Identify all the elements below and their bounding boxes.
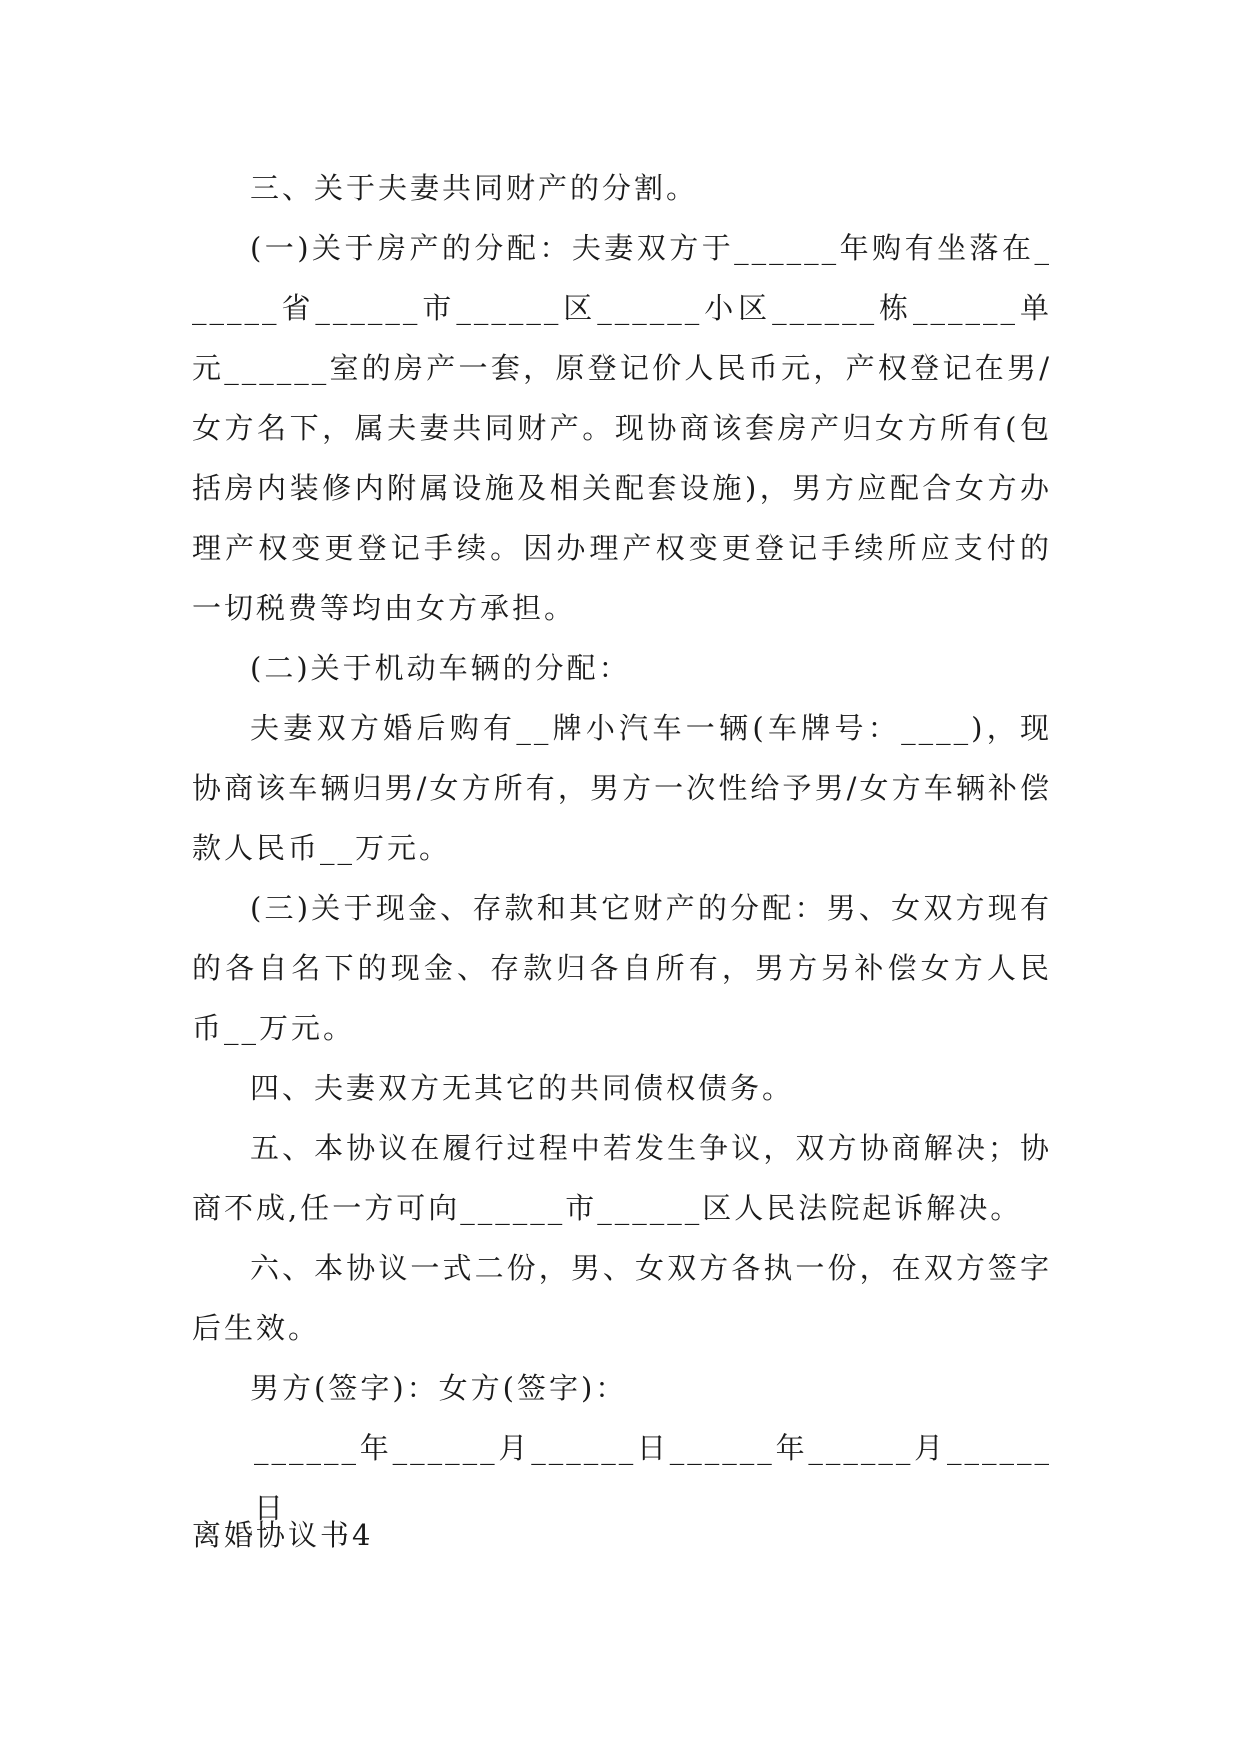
next-document-heading: 离婚协议书4 [192,1518,374,1552]
paragraph-vehicle-distribution: 夫妻双方婚后购有__牌小汽车一辆(车牌号：____)，现协商该车辆归男/女方所有，男方一次性给予男/女方车辆补偿款人民币__万元。 [192,711,1052,865]
document-body [192,158,1052,1538]
signature-line: 男方(签字)：女方(签字)： [250,1371,628,1405]
paragraph-vehicle-title: (二)关于机动车辆的分配： [250,651,631,685]
paragraph-section-4: 四、夫妻双方无其它的共同债权债务。 [250,1071,795,1105]
date-line: ______年______月______日______年______月______日 [254,1431,1052,1525]
paragraph-section-6: 六、本协议一式二份，男、女双方各执一份，在双方签字后生效。 [192,1251,1052,1345]
paragraph-cash-distribution: (三)关于现金、存款和其它财产的分配：男、女双方现有的各自名下的现金、存款归各自所有，男方另补偿女方人民币__万元。 [192,891,1052,1045]
paragraph-section-3-title: 三、关于夫妻共同财产的分割。 [250,171,699,205]
paragraph-section-5: 五、本协议在履行过程中若发生争议，双方协商解决；协商不成,任一方可向______市______区人民法院起诉解决。 [192,1131,1052,1225]
paragraph-property-distribution: (一)关于房产的分配：夫妻双方于______年购有坐落在______省______市______区______小区______栋______单元______室的房产一套，原登记价人民币元，产权登记在男/女方名下，属夫妻共同财产。现协商该套房产归女方所有(包括房内装修内附属设施及相关配套设施)，男方应配合女方办理产权变更登记手续。因办理产权变更登记手续所应支付的一切税费等均由女方承担。 [192,231,1052,625]
